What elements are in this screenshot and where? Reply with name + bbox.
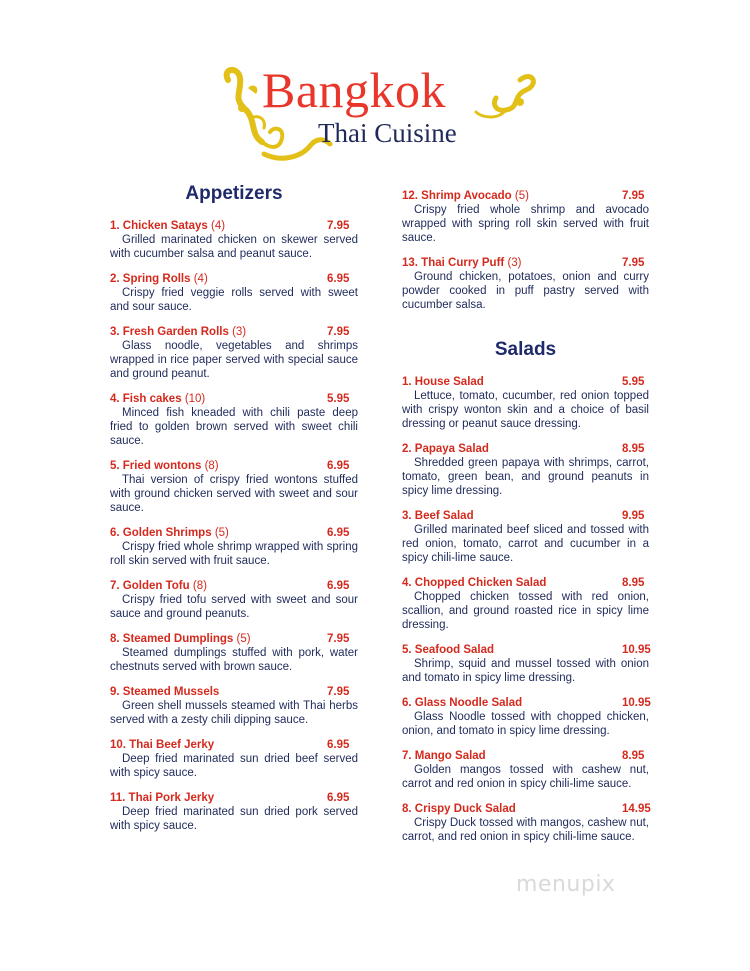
menu-item-name: 9. Steamed Mussels [110,686,220,698]
menu-item-price: 6.95 [327,527,350,539]
menu-item-price: 6.95 [327,580,350,592]
menu-item-name: 8. Crispy Duck Salad [402,803,516,815]
menu-item [110,579,358,621]
menu-item-description: Glass Noodle tossed with chopped chicken, onion, and tomato in spicy lime dressing. [402,711,649,737]
menu-item-price: 10.95 [622,697,651,709]
menu-item-header [110,325,358,339]
menu-item-price: 5.95 [327,393,350,405]
menu-item [110,791,358,833]
menu-item-name: 8. Steamed Dumplings [110,633,234,645]
menu-item-name: 3. Beef Salad [402,510,474,522]
menu-item [110,738,358,780]
menu-item-header [402,189,649,203]
menu-item-name: 6. Glass Noodle Salad [402,697,523,709]
menu-item-description: Crispy fried whole shrimp wrapped with spring roll skin served with fruit sauce. [110,541,358,567]
menu-item-count: (3) [232,326,247,338]
menu-item-header [110,791,358,805]
menu-item-count: (10) [184,393,206,405]
menu-item-header [110,272,358,286]
menu-item-price: 7.95 [327,326,350,338]
menu-item-description: Lettuce, tomato, cucumber, red onion topped with crispy wonton skin and a choice of basil dressing or peanut sauce dressing. [402,390,649,430]
menu-item-count: (8) [192,580,207,592]
right-column [402,189,649,855]
menu-item-price: 7.95 [327,686,350,698]
menu-item-description: Thai version of crispy fried wontons stuffed with ground chicken served with sweet and sour sauce. [110,474,358,514]
menu-item-header [402,696,649,710]
logo [220,58,540,168]
menu-item-description: Crispy Duck tossed with mangos, cashew nut, carrot, and red onion in spicy chili-lime sauce. [402,817,649,843]
menu-item-count: (5) [514,190,529,202]
menu-item [110,526,358,568]
menu-item [402,442,649,498]
menu-item-price: 6.95 [327,792,350,804]
restaurant-tagline: Thai Cuisine [318,118,457,148]
menu-item-description: Ground chicken, potatoes, onion and curry powder cooked in puff pastry served with cucumber salsa. [402,271,649,311]
menu-item [402,749,649,791]
menu-item-name: 7. Golden Tofu [110,580,190,592]
menu-item-name: 4. Chopped Chicken Salad [402,577,547,589]
appetizers-title: Appetizers [185,183,283,204]
menu-item-name: 10. Thai Beef Jerky [110,739,215,751]
restaurant-name: Bangkok [262,62,447,118]
menu-item-header [110,632,358,646]
menu-item-header [402,643,649,657]
menu-item-header [110,219,358,233]
menu-item-name: 7. Mango Salad [402,750,486,762]
menu-item [402,189,649,245]
menu-item [402,256,649,312]
salads-title: Salads [494,339,557,360]
menu-item-header [402,375,649,389]
menu-item-price: 6.95 [327,739,350,751]
menu-item-name: 6. Golden Shrimps [110,527,212,539]
menu-item-description: Chopped chicken tossed with red onion, scallion, and ground roasted rice in spicy lime dressing. [402,591,649,631]
appetizers-continued-list [402,189,649,312]
menu-item-name: 1. House Salad [402,376,484,388]
menu-item-price: 8.95 [622,750,645,762]
menu-item-header [110,579,358,593]
menu-item-count: (3) [507,257,522,269]
menu-item-description: Crispy fried tofu served with sweet and sour sauce and ground peanuts. [110,594,358,620]
menu-item-description: Green shell mussels steamed with Thai herbs served with a zesty chili dipping sauce. [110,700,358,726]
menu-item-name: 13. Thai Curry Puff [402,257,505,269]
menu-item-price: 10.95 [622,644,651,656]
menu-item-price: 7.95 [327,633,350,645]
menu-item-description: Crispy fried whole shrimp and avocado wrapped with spring roll skin served with fruit sauce. [402,204,649,244]
menu-item-description: Crispy fried veggie rolls served with sweet and sour sauce. [110,287,358,313]
menu-item-description: Minced fish kneaded with chili paste deep fried to golden brown served with sweet chili sauce. [110,407,358,447]
menu-item-description: Shredded green papaya with shrimps, carrot, tomato, green bean, and ground peanuts in spicy lime dressing. [402,457,649,497]
menu-item-price: 7.95 [327,220,350,232]
menu-item [402,696,649,738]
menu-item [110,685,358,727]
menu-item-header [110,459,358,473]
menu-item-description: Shrimp, squid and mussel tossed with onion and tomato in spicy lime dressing. [402,658,649,684]
menu-item-header [402,576,649,590]
menu-item-header [402,442,649,456]
menu-item-price: 14.95 [622,803,651,815]
menu-item-name: 2. Papaya Salad [402,443,489,455]
menu-item-name: 2. Spring Rolls [110,273,191,285]
menu-item-description: Grilled marinated beef sliced and tossed with red onion, tomato, carrot and cucumber in a spicy chili-lime sauce. [402,524,649,564]
menu-item-name: 5. Seafood Salad [402,644,495,656]
menu-item-header [402,256,649,270]
menu-item-price: 8.95 [622,443,645,455]
menu-item [402,643,649,685]
menu-item-price: 9.95 [622,510,645,522]
menu-item-description: Steamed dumplings stuffed with pork, water chestnuts served with brown sauce. [110,647,358,673]
menu-item-price: 6.95 [327,460,350,472]
menu-item-price: 7.95 [622,190,645,202]
salads-list [402,375,649,844]
menu-item-count: (4) [193,273,208,285]
menu-item-description: Golden mangos tossed with cashew nut, carrot and red onion in spicy chili-lime sauce. [402,764,649,790]
menu-item-price: 7.95 [622,257,645,269]
left-column [110,183,358,844]
menu-item-header [402,802,649,816]
menu-item [402,576,649,632]
menu-item-name: 4. Fish cakes [110,393,182,405]
menu-item [402,509,649,565]
menu-item [402,802,649,844]
menu-item-name: 5. Fried wontons [110,460,202,472]
menu-item-price: 6.95 [327,273,350,285]
menu-item-header [402,509,649,523]
menu-item-price: 5.95 [622,376,645,388]
menu-item-header [110,392,358,406]
menu-item-count: (8) [204,460,219,472]
menu-item-header [110,685,358,699]
menu-item [110,632,358,674]
menu-item-count: (5) [214,527,229,539]
menu-item-name: 1. Chicken Satays [110,220,208,232]
menu-item-count: (4) [211,220,226,232]
menu-item-name: 11. Thai Pork Jerky [110,792,215,804]
menu-item [110,459,358,515]
menu-item-description: Grilled marinated chicken on skewer served with cucumber salsa and peanut sauce. [110,234,358,260]
menu-item [110,325,358,381]
menu-item [110,272,358,314]
menu-item [402,375,649,431]
menupix-watermark: menupix [516,872,616,897]
menu-item-description: Deep fried marinated sun dried pork served with spicy sauce. [110,806,358,832]
menu-item-description: Deep fried marinated sun dried beef served with spicy sauce. [110,753,358,779]
menu-item-price: 8.95 [622,577,645,589]
menu-item-description: Glass noodle, vegetables and shrimps wrapped in rice paper served with special sauce and ground peanut. [110,340,358,380]
menu-item-header [402,749,649,763]
appetizers-list [110,219,358,833]
menu-item-name: 12. Shrimp Avocado [402,190,512,202]
menu-item-header [110,526,358,540]
menu-item-header [110,738,358,752]
menu-item-name: 3. Fresh Garden Rolls [110,326,229,338]
menu-item [110,219,358,261]
menu-item-count: (5) [236,633,251,645]
menu-item [110,392,358,448]
